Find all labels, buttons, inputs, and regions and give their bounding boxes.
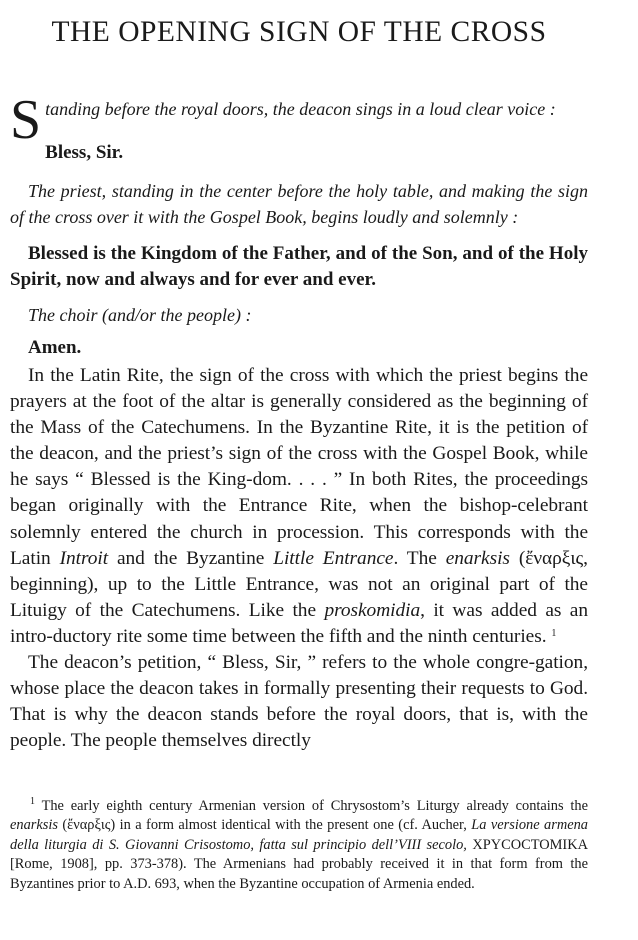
text-run: In the Latin Rite, the sign of the cross with which the priest begins the prayers at the foot of the altar is generally considered as the beginning of the Mass of the Catechumens. In the Byzantine Rite, it is the petition of the deacon, and the priest’s sign of the cross with the Gospel Book, while he says “ Blessed is the King-dom. . . . ” In both Rites, the proceedings began originally with the Entrance Rite, when the bishop-celebrant solemnly entered the church in procession. This corresponds with the Latin <box>10 365 588 569</box>
text-run: ΧΡΥCΟCΤΟΜΙΚΑ [Rome, 1908], pp. 373-378). The Armenians had probably received it in that form from the Byzantines prior to A.D. 693, when the Byzantine occupation of Armenia ended. <box>10 836 588 892</box>
rubric-deacon-stands <box>10 89 588 151</box>
footnote-mark: 1 <box>30 796 35 807</box>
page-title: THE OPENING SIGN OF THE CROSS <box>51 16 547 48</box>
text-run: . The <box>393 547 446 569</box>
choir-response: Amen. <box>28 337 82 358</box>
page <box>10 14 588 754</box>
term-enarksis: enarksis <box>10 817 58 834</box>
commentary-paragraph-1 <box>10 363 588 650</box>
term-proskomidia: proskomidia <box>324 599 421 621</box>
rubric-deacon-stands-text: tanding before the royal doors, the deacon sings in a loud clear voice : <box>45 99 556 119</box>
text-run: , it was added as an intro-ductory rite some time between the fifth and the ninth centuries. <box>10 599 588 647</box>
footnotes <box>10 797 588 894</box>
text-run: (ἔναρξις, beginning), up to the Little Entrance, was not an original part of the Lituigy of the Catechumens. Like the <box>10 547 588 621</box>
text-run: The early eighth century Armenian version of Chrysostom’s Liturgy already contains the <box>35 798 588 814</box>
rubric-choir: The choir (and/or the people) : <box>28 305 252 325</box>
commentary-paragraph-2: The deacon’s petition, “ Bless, Sir, ” refers to the whole congre-gation, whose place the deacon takes in formally presenting their requests to God. That is why the deacon stands before the royal doors, that is, with the people. The people themselves directly <box>10 652 588 752</box>
priest-exclamation: Blessed is the Kingdom of the Father, and of the Son, and of the Holy Spirit, now and always and for ever and ever. <box>10 243 588 290</box>
drop-cap: S <box>10 89 42 151</box>
term-little-entrance: Little Entrance <box>273 547 394 569</box>
book-title: La versione armena della liturgia di S. Giovanni Crisostomo, fatta sul principio dell’VIII secolo, <box>10 817 588 853</box>
term-enarksis: enarksis <box>445 547 510 569</box>
deacon-call: Bless, Sir. <box>45 142 124 163</box>
rubric-priest-blessing: The priest, standing in the center before the holy table, and making the sign of the cross over it with the Gospel Book, begins loudly and solemnly : <box>10 181 588 227</box>
term-introit: Introit <box>59 547 109 569</box>
footnote-1 <box>10 797 588 894</box>
text-run: (ἔναρξις) in a form almost identical with the present one (cf. Aucher, <box>57 817 472 834</box>
footnote-reference: 1 <box>551 627 557 639</box>
text-run: and the Byzantine <box>108 547 274 569</box>
